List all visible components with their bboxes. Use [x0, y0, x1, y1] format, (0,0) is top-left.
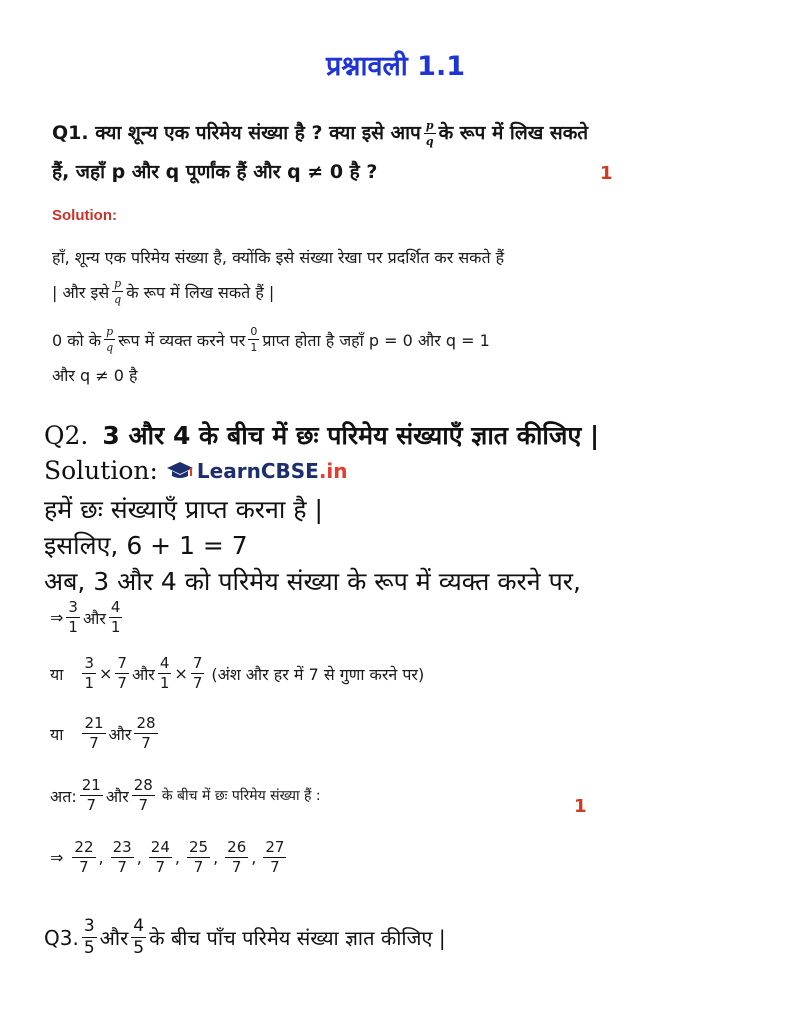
- q2-label: Q2.: [44, 420, 89, 450]
- fraction: [134, 716, 157, 751]
- fraction: [131, 918, 146, 957]
- q2-solution-row: [44, 456, 348, 485]
- q1-solution-label: Solution:: [52, 207, 117, 224]
- q2-step-3: [50, 716, 161, 751]
- q1-answer-text: | और इसे: [52, 282, 110, 302]
- comma-separator: ,: [174, 848, 180, 867]
- q1-answer-fraction: [112, 278, 123, 305]
- fraction-denominator: 1: [110, 618, 121, 636]
- fraction-numerator: 3: [84, 654, 94, 672]
- result-fraction: [225, 840, 248, 875]
- q3-label: Q3.: [44, 925, 79, 950]
- fraction-denominator: 1: [68, 618, 78, 636]
- q1-answer-line-1: हाँ, शून्य एक परिमेय संख्या है, क्योंकि इसे संख्या रेखा पर प्रदर्शित कर सकते हैं: [52, 248, 505, 267]
- result-fraction: [72, 840, 95, 875]
- and-word: और: [108, 724, 132, 744]
- fraction: [109, 600, 123, 635]
- q1-line-2: हैं, जहाँ p और q पूर्णांक हैं और q ≠ 0 है ?: [52, 161, 378, 183]
- fraction: [80, 778, 103, 813]
- q1-answer-line-2: [52, 278, 274, 305]
- learncbse-logo: [166, 459, 348, 483]
- comma-separator: ,: [136, 848, 142, 867]
- or-word: या: [50, 664, 64, 684]
- fraction-numerator: 7: [192, 654, 203, 672]
- times-sign: ×: [174, 664, 188, 683]
- fraction-numerator: 27: [265, 838, 285, 856]
- q2-step-1: [50, 600, 125, 635]
- fraction-denominator: 7: [117, 858, 127, 876]
- comma-separator: ,: [213, 848, 219, 867]
- therefore-word: अत:: [50, 786, 77, 806]
- q1-answer-text: रूप में व्यक्त करने पर: [118, 330, 246, 350]
- fraction-numerator: p: [114, 277, 122, 290]
- q1-text-part-2: के रूप में लिख सकते: [438, 122, 589, 144]
- watermark-mark: 1: [574, 796, 587, 817]
- step-4-text: के बीच में छः परिमेय संख्या हैं :: [161, 788, 321, 804]
- fraction: [115, 656, 129, 691]
- q3-question-text: के बीच पाँच परिमेय संख्या ज्ञात कीजिए |: [149, 926, 446, 950]
- fraction-numerator: 21: [81, 776, 101, 794]
- fraction-denominator: 5: [133, 938, 145, 958]
- fraction-denominator: q: [106, 341, 114, 354]
- implies-arrow: ⇒: [50, 848, 64, 867]
- fraction-numerator: 24: [150, 838, 170, 856]
- q1-line-1: [52, 120, 588, 147]
- fraction: [82, 716, 105, 751]
- and-word: और: [131, 664, 155, 684]
- fraction: [66, 600, 80, 635]
- page-title: प्रश्नावली 1.1: [326, 51, 465, 82]
- result-fraction: [263, 840, 286, 875]
- fraction-numerator: 4: [159, 654, 170, 672]
- fraction-denominator: 7: [155, 858, 166, 876]
- q1-answer-line-4: और q ≠ 0 है: [52, 366, 138, 385]
- q3-question: [44, 918, 446, 957]
- q1-fraction-p-over-q: [424, 120, 436, 147]
- fraction-denominator: 1: [250, 341, 258, 354]
- fraction-numerator: 3: [68, 598, 78, 616]
- q2-line-2: इसलिए, 6 + 1 = 7: [44, 531, 248, 560]
- fraction-denominator: 7: [117, 674, 127, 692]
- fraction-numerator: p: [425, 119, 434, 132]
- fraction-numerator: 21: [84, 714, 104, 732]
- logo-text: [197, 459, 348, 483]
- q2-line-3: अब, 3 और 4 को परिमेय संख्या के रूप में व्यक्त करने पर,: [44, 567, 581, 596]
- fraction-numerator: 0: [250, 325, 258, 338]
- implies-arrow: ⇒: [50, 608, 64, 627]
- q2-question-text: 3 और 4 के बीच में छः परिमेय संख्याएँ ज्ञात कीजिए |: [102, 421, 600, 450]
- result-fraction: [187, 840, 210, 875]
- watermark-mark: 1: [600, 163, 613, 184]
- fraction-numerator: 28: [136, 714, 156, 732]
- q1-answer-text-end: के रूप में लिख सकते हैं |: [126, 282, 275, 302]
- comma-separator: ,: [251, 848, 257, 867]
- fraction-numerator: 26: [227, 838, 247, 856]
- fraction-numerator: 3: [83, 916, 95, 936]
- q2-question: [44, 418, 599, 452]
- q1-answer-fraction: [104, 326, 115, 353]
- fraction: [191, 656, 205, 691]
- q2-step-4: [50, 778, 321, 813]
- q2-step-2: [50, 656, 424, 691]
- result-fraction: [111, 840, 134, 875]
- fraction-numerator: p: [106, 325, 114, 338]
- q1-text-part-1: Q1. क्या शून्य एक परिमेय संख्या है ? क्या इसे आप: [52, 122, 421, 144]
- fraction-denominator: 7: [79, 858, 89, 876]
- fraction-numerator: 7: [117, 654, 127, 672]
- fraction-numerator: 25: [188, 838, 209, 856]
- fraction-numerator: 22: [74, 838, 94, 856]
- and-word: और: [82, 608, 106, 628]
- fraction-denominator: 1: [84, 674, 94, 692]
- fraction: [82, 918, 97, 957]
- step-note: (अंश और हर में 7 से गुणा करने पर): [211, 664, 425, 684]
- fraction-denominator: 7: [192, 674, 203, 692]
- logo-suffix: .in: [318, 458, 348, 483]
- fraction-denominator: 7: [86, 796, 97, 814]
- fraction: [82, 656, 96, 691]
- fraction-denominator: 1: [159, 674, 170, 692]
- or-word: या: [50, 724, 64, 744]
- fraction: [132, 778, 155, 813]
- q1-answer-text: 0 को के: [52, 330, 102, 350]
- fraction-numerator: 4: [110, 598, 121, 616]
- fraction-numerator: 4: [133, 916, 145, 936]
- comma-separator: ,: [98, 848, 104, 867]
- graduation-cap-icon: [166, 460, 194, 482]
- q1-answer-text-end: प्राप्त होता है जहाँ p = 0 और q = 1: [262, 330, 490, 350]
- fraction-denominator: 7: [270, 858, 280, 876]
- fraction-denominator: 7: [141, 734, 151, 752]
- fraction-numerator: 28: [133, 776, 153, 794]
- fraction-denominator: q: [114, 293, 122, 306]
- q1-answer-line-3: [52, 326, 490, 353]
- fraction-denominator: 5: [83, 938, 95, 958]
- result-fraction: [149, 840, 172, 875]
- fraction-denominator: q: [425, 135, 434, 148]
- q2-result: [50, 840, 289, 875]
- logo-main: LearnCBSE: [196, 458, 319, 483]
- fraction-denominator: 7: [193, 858, 204, 876]
- fraction-numerator: 23: [112, 838, 132, 856]
- fraction-denominator: 7: [231, 858, 242, 876]
- fraction-denominator: 7: [89, 734, 99, 752]
- and-word: और: [105, 786, 129, 806]
- q2-line-1: हमें छः संख्याएँ प्राप्त करना है |: [44, 495, 323, 524]
- fraction-denominator: 7: [138, 796, 149, 814]
- and-word: और: [99, 926, 129, 950]
- times-sign: ×: [98, 664, 113, 683]
- q2-solution-label: Solution:: [44, 456, 158, 485]
- fraction: [158, 656, 172, 691]
- q1-zero-over-one-fraction: [248, 326, 259, 353]
